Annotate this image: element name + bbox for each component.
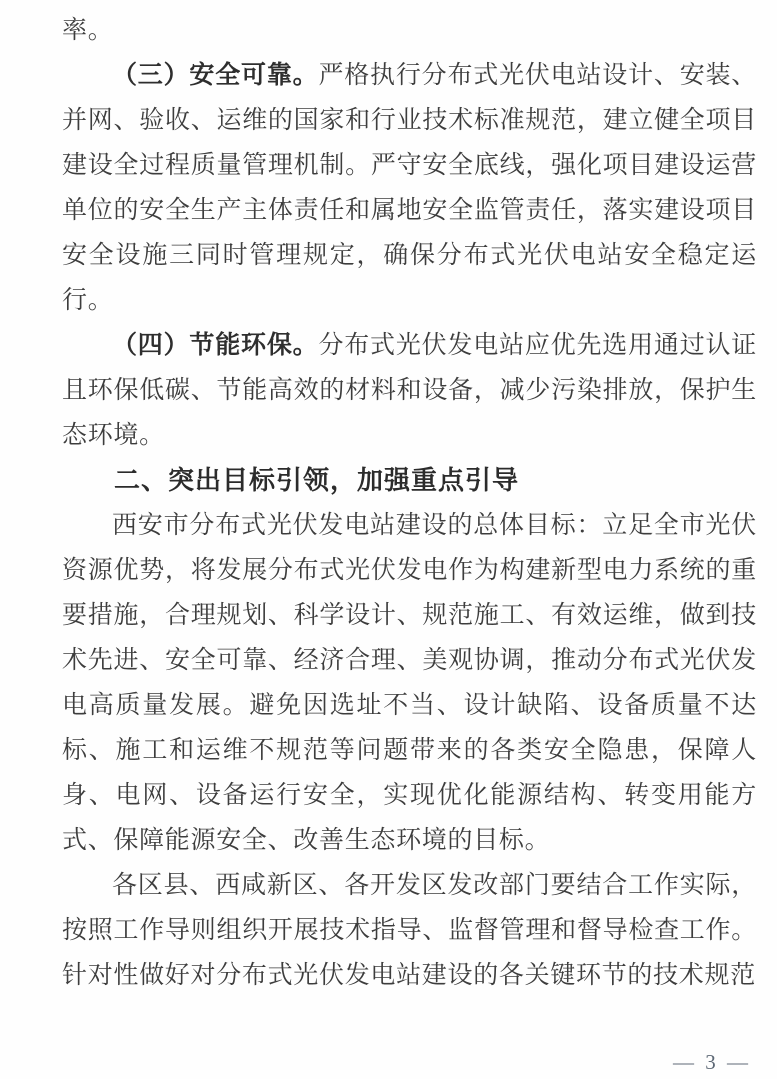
page-number: — 3 — xyxy=(673,1050,751,1074)
section-2-heading: 二、突出目标引领，加强重点引导 xyxy=(114,465,520,495)
paragraph-continuation: 率。 xyxy=(62,17,114,44)
section-4-body: 分布式光伏发电站应优先选用通过认证且环保低碳、节能高效的材料和设备，减少污染排放，保护生态环境。 xyxy=(62,332,757,449)
paragraph-section-4 xyxy=(62,323,757,458)
paragraph-overall-goal: 西安市分布式光伏发电站建设的总体目标：立足全市光伏资源优势，将发展分布式光伏发电作为构建新型电力系统的重要措施，合理规划、科学设计、规范施工、有效运维，做到技术先进、安全可靠、经济合理、美观协调，推动分布式光伏发电高质量发展。避免因选址不当、设计缺陷、设备质量不达标、施工和运维不规范等问题带来的各类安全隐患，保障人身、电网、设备运行安全，实现优化能源结构、转变用能方式、保障能源安全、改善生态环境的目标。 xyxy=(62,512,757,854)
section-3-body: 严格执行分布式光伏电站设计、安装、并网、验收、运维的国家和行业技术标准规范，建立健全项目建设全过程质量管理机制。严守安全底线，强化项目建设运营单位的安全生产主体责任和属地安全监管责任，落实建设项目安全设施三同时管理规定，确保分布式光伏电站安全稳定运行。 xyxy=(62,62,757,314)
section-3-lead: （三）安全可靠。 xyxy=(112,62,319,89)
paragraph-district-requirements: 各区县、西咸新区、各开发区发改部门要结合工作实际，按照工作导则组织开展技术指导、监督管理和督导检查工作。针对性做好对分布式光伏发电站建设的各关键环节的技术规范 xyxy=(62,872,757,989)
paragraph-section-3 xyxy=(62,53,757,323)
section-4-lead: （四）节能环保。 xyxy=(112,332,319,359)
